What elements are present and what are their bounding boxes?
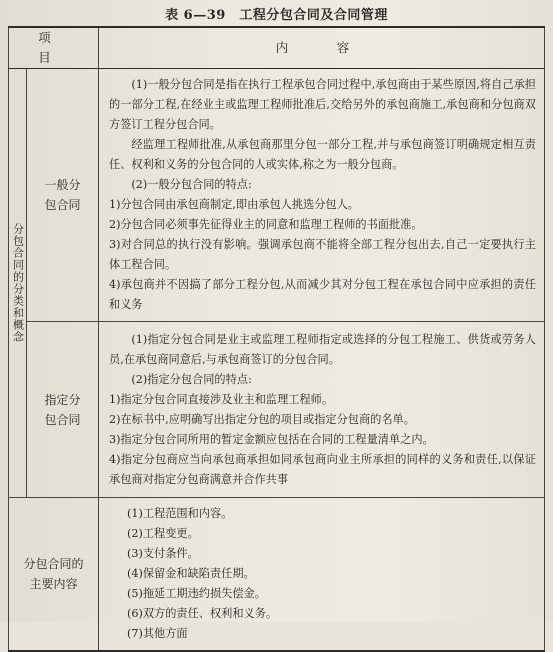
table-header-row — [9, 27, 545, 69]
designated-paragraph-5: 3)指定分包合同所用的暂定金额应包括在合同的工程量清单之内。 — [109, 432, 434, 446]
category-label: 分包合同的分类和概念 — [9, 69, 27, 498]
table-row-general — [9, 69, 545, 322]
subcategory-general — [27, 69, 99, 322]
general-paragraph-6: 3)对合同总的执行没有影响。强调承包商不能将全部工程分包出去,自己一定要执行主体工程合同。 — [109, 238, 536, 271]
subcategory-main-line1: 分包合同的 — [23, 557, 84, 571]
table-caption: 表 6—39 工程分包合同及合同管理 — [165, 8, 388, 23]
general-paragraph-3: (2)一般分包合同的特点: — [131, 178, 252, 191]
main-item-7: (7)其他方面 — [127, 627, 188, 640]
main-item-5: (5)拖延工期违约损失偿金。 — [127, 587, 266, 600]
designated-paragraph-4: 2)在标书中,应明确写出指定分包的项目或指定分包商的名单。 — [109, 412, 415, 426]
designated-paragraph-6: 4)指定分包商应当向承包商承担如同承包商向业主所承担的同样的义务和责任,以保证承包商对指定分包商满意并合作共事 — [109, 452, 536, 486]
general-paragraph-5: 2)分包合同必须事先征得业主的同意和监理工程师的书面批准。 — [109, 218, 423, 231]
subcategory-general-line1: 一般分 — [44, 178, 81, 192]
designated-paragraph-3: 1)指定分包合同直接涉及业主和监理工程师。 — [109, 392, 334, 406]
header-content: 内 容 — [99, 27, 545, 69]
main-item-3: (3)支付条件。 — [127, 547, 199, 560]
contract-table — [8, 26, 545, 652]
designated-paragraph-2: (2)指定分包合同的特点: — [131, 372, 252, 386]
main-item-2: (2)工程变更。 — [127, 527, 199, 540]
subcategory-main-content — [9, 498, 99, 652]
subcategory-general-line2: 包合同 — [44, 198, 81, 212]
general-paragraph-1: (1)一般分包合同是指在执行工程承包合同过程中,承包商由于某些原因,将自己承担的一部分工程,在经业主或监理工程师批准后,交给另外的承包商施工,承包商和分包商双方签订工程分包合同。 — [109, 78, 536, 131]
table-row-main-content — [9, 498, 545, 652]
table-row-designated — [9, 322, 545, 498]
content-designated — [99, 322, 545, 498]
general-paragraph-2: 经监理工程师批准,从承包商那里分包一部分工程,并与承包商签订明确规定相互责任、权利和义务的分包合同的人或实体,称之为一般分包商。 — [109, 138, 536, 171]
content-main — [99, 498, 545, 652]
content-general — [99, 69, 545, 322]
subcategory-designated — [27, 322, 99, 498]
subcategory-designated-line1: 指定分 — [44, 392, 81, 407]
general-paragraph-4: 1)分包合同由承包商制定,即由承包人挑选分包人。 — [109, 198, 359, 211]
main-item-1: (1)工程范围和内容。 — [127, 507, 233, 520]
subcategory-designated-line2: 包合同 — [44, 412, 81, 427]
header-item: 项 目 — [9, 27, 99, 69]
subcategory-main-line2: 主要内容 — [29, 577, 78, 591]
main-item-6: (6)双方的责任、权利和义务。 — [127, 607, 278, 620]
main-item-4: (4)保留金和缺陷责任期。 — [127, 567, 255, 580]
general-paragraph-7: 4)承包商并不因搞了部分工程分包,从而减少其对分包工程在承包合同中应承担的责任和义务 — [109, 278, 536, 311]
designated-paragraph-1: (1)指定分包合同是业主或监理工程师指定或选择的分包工程施工、供货或劳务人员,在承包商同意后,与承包商签订的分包合同。 — [109, 332, 536, 366]
